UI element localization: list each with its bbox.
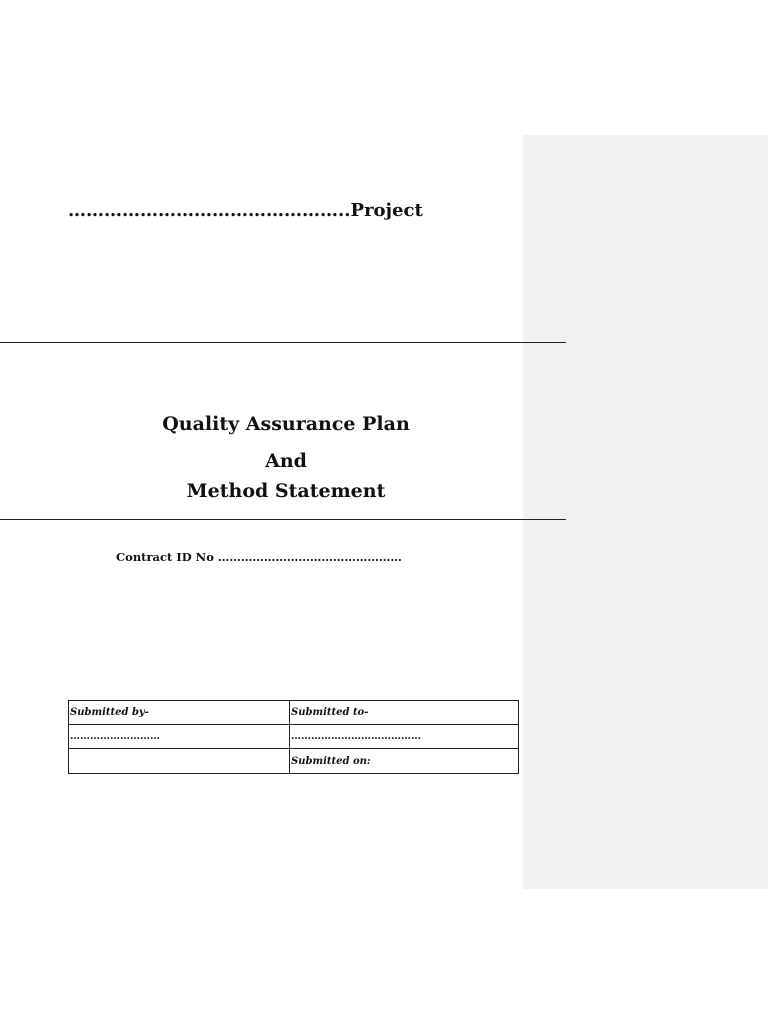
document-title-line-1: Quality Assurance Plan [162, 413, 410, 435]
submission-table [68, 700, 519, 774]
submitted-by-label: Submitted by- [69, 701, 290, 725]
document-title-line-3: Method Statement [186, 480, 386, 502]
table-row [69, 725, 519, 749]
project-title: ………………………………………..Project [68, 200, 423, 221]
table-row [69, 701, 519, 725]
contract-id-line: Contract ID No ………………………………………… [116, 550, 402, 564]
horizontal-rule-top [0, 342, 566, 343]
submitted-to-label: Submitted to- [290, 701, 519, 725]
empty-cell [69, 749, 290, 774]
table-row [69, 749, 519, 774]
submitted-to-value: ………………………………… [290, 725, 519, 749]
document-title-line-2: And [265, 450, 307, 472]
submitted-by-value: ……………………… [69, 725, 290, 749]
submitted-on-label: Submitted on: [290, 749, 519, 774]
horizontal-rule-bottom [0, 519, 566, 520]
comment-pane [523, 135, 768, 889]
